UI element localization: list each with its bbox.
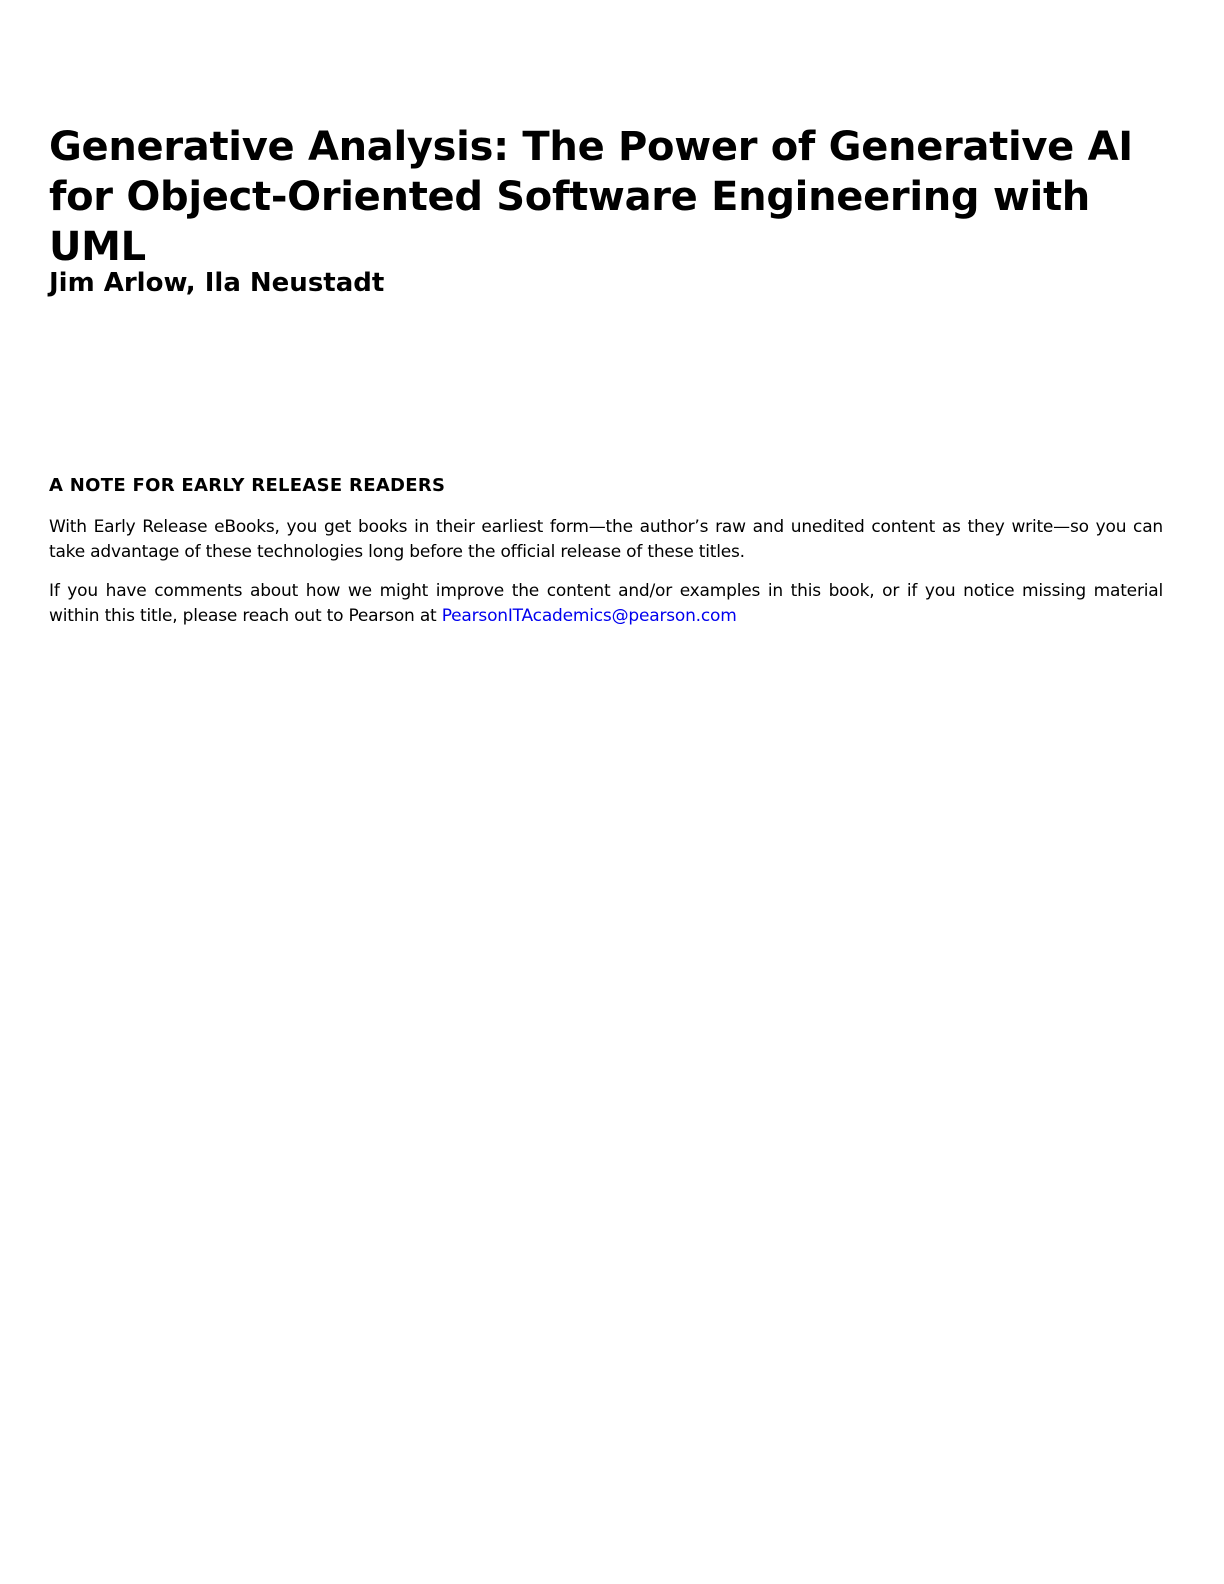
note-paragraph-2-text: If you have comments about how we might improve the content and/or examples in this book, or if you notice missing material within this title, please reach out to Pearson at xyxy=(49,581,1163,626)
book-title: Generative Analysis: The Power of Generative AI for Object-Oriented Software Engineering with UML xyxy=(49,124,1133,270)
book-authors: Jim Arlow, Ila Neustadt xyxy=(49,268,385,298)
note-paragraph-2 xyxy=(49,579,1163,629)
contact-email-link[interactable]: PearsonITAcademics@pearson.com xyxy=(441,606,737,626)
note-heading: A NOTE FOR EARLY RELEASE READERS xyxy=(49,475,446,496)
note-paragraph-1: With Early Release eBooks, you get books in their earliest form—the author’s raw and unedited content as they write—so you can take advantage of these technologies long before the official release of these titles. xyxy=(49,517,1163,562)
